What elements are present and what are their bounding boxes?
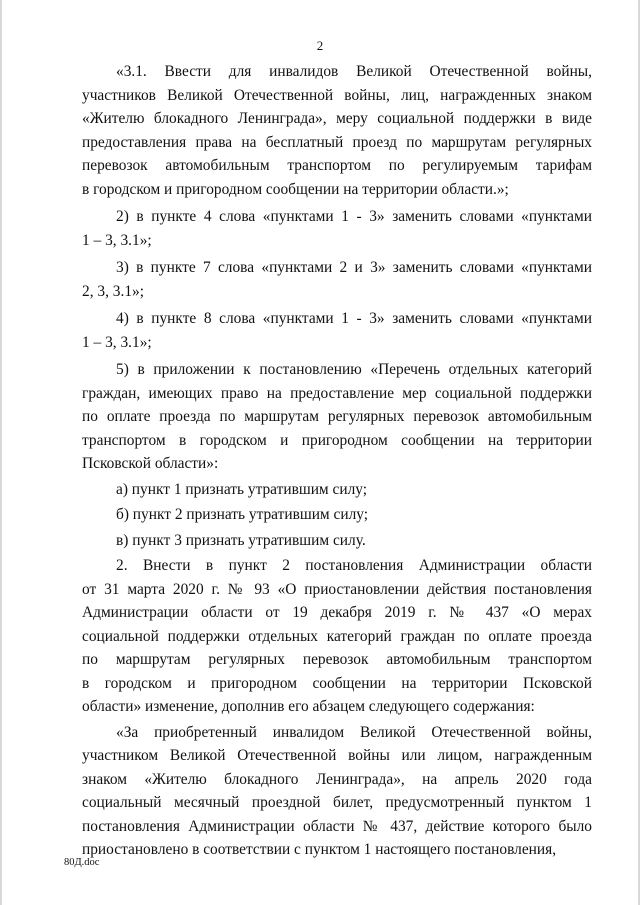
text-line: 2, 3, 3.1»; xyxy=(82,282,144,300)
paragraph xyxy=(82,554,592,719)
paragraph xyxy=(82,721,592,862)
text-line: по оплате проезда по маршрутам регулярных перевозок автомобильным xyxy=(82,408,592,425)
text-line: области» изменение, дополнив его абзацем следующего содержания: xyxy=(82,698,535,715)
paragraph xyxy=(82,503,592,527)
text-line: 3) в пункте 7 слова «пунктами 2 и 3» заменить словами «пунктами xyxy=(116,259,592,276)
scan-edge-left xyxy=(0,0,2,905)
text-line: перевозок автомобильным транспортом по регулируемым тарифам xyxy=(82,157,592,174)
paragraph xyxy=(82,256,592,303)
text-line: 4) в пункте 8 слова «пунктами 1 - 3» заменить словами «пунктами xyxy=(116,310,592,327)
text-line: «За приобретенный инвалидом Великой Отечественной войны, xyxy=(116,723,592,741)
paragraph xyxy=(82,529,592,553)
text-line: Псковской области»: xyxy=(82,455,219,472)
text-line: в городском и пригородном сообщении на территории области.»; xyxy=(82,180,509,198)
text-line: б) пункт 2 признать утратившим силу; xyxy=(116,506,369,523)
paragraph xyxy=(82,205,592,252)
text-line: «Жителю блокадного Ленинграда», меру социальной поддержки в виде xyxy=(82,110,592,127)
text-line: от 31 марта 2020 г. № 93 «О приостановлении действия постановления xyxy=(82,580,592,598)
paragraph xyxy=(82,307,592,354)
footer-filename: 80Д.doc xyxy=(64,857,100,868)
text-line: участников Великой Отечественной войны, лиц, награжденных знаком xyxy=(82,86,592,104)
text-line: в) пункт 3 признать утратившим силу. xyxy=(116,531,366,549)
text-line: социальной поддержки отдельных категорий граждан по оплате проезда xyxy=(82,627,592,645)
text-line: участником Великой Отечественной войны или лицом, награжденным xyxy=(82,747,592,764)
paragraph xyxy=(82,60,592,201)
text-line: по маршрутам регулярных перевозок автомобильным транспортом xyxy=(82,651,592,668)
text-line: знаком «Жителю блокадного Ленинграда», на апрель 2020 года xyxy=(82,770,592,788)
text-line: 1 – 3, 3.1»; xyxy=(82,333,152,351)
text-line: 5) в приложении к постановлению «Перечень отдельных категорий xyxy=(116,361,592,378)
text-line: предоставления права на бесплатный проезд по маршрутам регулярных xyxy=(82,133,592,151)
text-line: транспортом в городском и пригородном сообщении на территории xyxy=(82,431,592,449)
page-number: 2 xyxy=(316,38,324,53)
text-line: «3.1. Ввести для инвалидов Великой Отечественной войны, xyxy=(116,63,592,80)
text-line: 1 – 3, 3.1»; xyxy=(82,231,152,249)
text-line: в городском и пригородном сообщении на территории Псковской xyxy=(82,674,592,692)
text-line: 2. Внести в пункт 2 постановления Администрации области xyxy=(116,557,592,574)
text-line: 2) в пункте 4 слова «пунктами 1 - 3» заменить словами «пунктами xyxy=(116,208,592,225)
paragraph xyxy=(82,358,592,476)
text-line: граждан, имеющих право на предоставление мер социальной поддержки xyxy=(82,384,592,402)
text-line: приостановлено в соответствии с пунктом 1 настоящего постановления, xyxy=(82,841,557,858)
text-line: а) пункт 1 признать утратившим силу; xyxy=(116,480,368,498)
text-line: социальный месячный проездной билет, предусмотренный пунктом 1 xyxy=(82,794,592,811)
text-line: постановления Администрации области № 437, действие которого было xyxy=(82,817,592,835)
document-body xyxy=(82,60,592,862)
text-line: Администрации области от 19 декабря 2019 г. № 437 «О мерах xyxy=(82,604,592,621)
paragraph xyxy=(82,478,592,502)
